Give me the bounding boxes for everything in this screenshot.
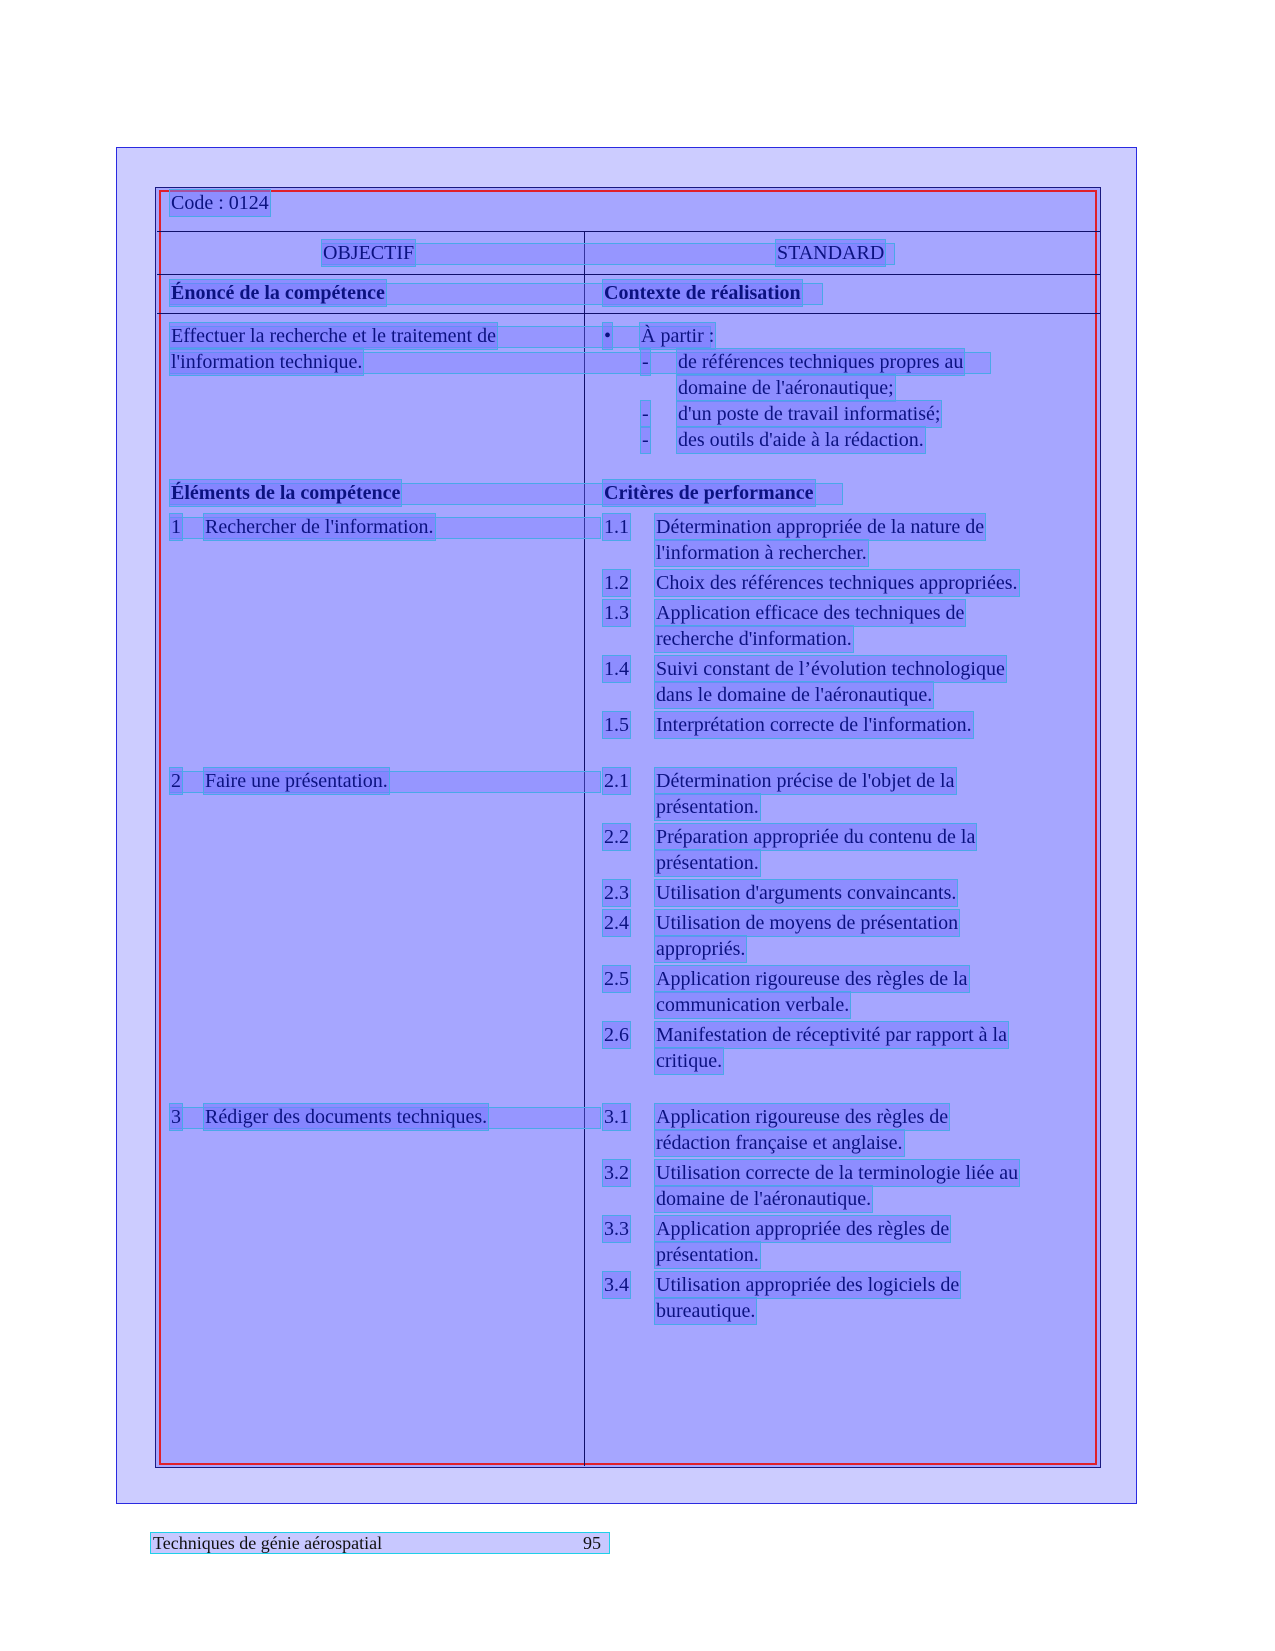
criterion-3-3-line-1: Application appropriée des règles de (656, 1218, 950, 1240)
criterion-2-3-number: 2.3 (604, 882, 629, 904)
criterion-1-1-number: 1.1 (604, 516, 629, 538)
criterion-1-3-number: 1.3 (604, 602, 629, 624)
rule-below-headers (157, 274, 1100, 275)
header-objectif: OBJECTIF (323, 242, 415, 264)
criterion-2-5-line-2: communication verbale. (656, 994, 850, 1016)
criterion-1-4-line-1: Suivi constant de l’évolution technologique (656, 658, 1005, 680)
criterion-3-1-number: 3.1 (604, 1106, 629, 1128)
criterion-3-3-line-2: présentation. (656, 1244, 759, 1266)
criterion-1-3-line-1: Application efficace des techniques de (656, 602, 965, 624)
criterion-2-1-line-2: présentation. (656, 796, 759, 818)
criterion-2-4-line-1: Utilisation de moyens de présentation (656, 912, 959, 934)
criterion-2-1-line-1: Détermination précise de l'objet de la (656, 770, 955, 792)
criterion-3-4-line-1: Utilisation appropriée des logiciels de (656, 1274, 960, 1296)
criterion-1-5-line-1: Interprétation correcte de l'information. (656, 714, 972, 736)
contexte-dash-3: - (642, 429, 649, 451)
criterion-2-2-line-2: présentation. (656, 852, 759, 874)
criterion-1-1-line-1: Détermination appropriée de la nature de (656, 516, 985, 538)
contexte-item-3-line-1: des outils d'aide à la rédaction. (678, 429, 924, 451)
criterion-2-6-line-1: Manifestation de réceptivité par rapport à la (656, 1024, 1007, 1046)
criterion-2-4-line-2: appropriés. (656, 938, 746, 960)
criterion-2-2-line-1: Préparation appropriée du contenu de la (656, 826, 976, 848)
enonce-line-2: l'information technique. (171, 351, 363, 373)
contexte-item-1-line-2: domaine de l'aéronautique; (678, 377, 894, 399)
elements-title: Éléments de la compétence (171, 482, 401, 504)
criterion-2-2-number: 2.2 (604, 826, 629, 848)
contexte-title: Contexte de réalisation (604, 282, 801, 304)
criterion-3-4-number: 3.4 (604, 1274, 629, 1296)
criterion-3-1-line-2: rédaction française et anglaise. (656, 1132, 903, 1154)
enonce-line-1: Effectuer la recherche et le traitement de (171, 325, 496, 347)
criterion-1-4-number: 1.4 (604, 658, 629, 680)
criterion-2-3-line-1: Utilisation d'arguments convaincants. (656, 882, 957, 904)
criterion-1-1-line-2: l'information à rechercher. (656, 542, 867, 564)
criterion-1-3-line-2: recherche d'information. (656, 628, 852, 650)
criterion-2-1-number: 2.1 (604, 770, 629, 792)
element-2-number: 2 (171, 770, 181, 792)
criterion-1-2-number: 1.2 (604, 572, 629, 594)
criterion-2-6-number: 2.6 (604, 1024, 629, 1046)
criterion-3-1-line-1: Application rigoureuse des règles de (656, 1106, 949, 1128)
element-3-number: 3 (171, 1106, 181, 1128)
footer-program: Techniques de génie aérospatial (153, 1533, 383, 1553)
criterion-3-2-line-2: domaine de l'aéronautique. (656, 1188, 872, 1210)
criterion-2-5-line-1: Application rigoureuse des règles de la (656, 968, 968, 990)
rule-below-code (157, 231, 1100, 232)
page-footer (151, 1533, 609, 1553)
criteres-title: Critères de performance (604, 482, 814, 504)
criterion-3-2-number: 3.2 (604, 1162, 629, 1184)
criterion-3-2-line-1: Utilisation correcte de la terminologie liée au (656, 1162, 1019, 1184)
rule-below-titles (157, 313, 1100, 314)
contexte-intro: À partir : (641, 325, 715, 347)
enonce-title: Énoncé de la compétence (171, 282, 385, 304)
footer-page-number: 95 (583, 1533, 601, 1553)
element-2-text: Faire une présentation. (205, 770, 388, 792)
criterion-2-6-line-2: critique. (656, 1050, 723, 1072)
criterion-2-5-number: 2.5 (604, 968, 629, 990)
criterion-3-3-number: 3.3 (604, 1218, 629, 1240)
criterion-1-5-number: 1.5 (604, 714, 629, 736)
element-1-number: 1 (171, 516, 181, 538)
contexte-item-2-line-1: d'un poste de travail informatisé; (678, 403, 941, 425)
competency-code: Code : 0124 (171, 192, 269, 214)
contexte-item-1-line-1: de références techniques propres au (678, 351, 964, 373)
contexte-dash-1: - (642, 351, 649, 373)
header-standard: STANDARD (777, 242, 885, 264)
criterion-1-4-line-2: dans le domaine de l'aéronautique. (656, 684, 933, 706)
contexte-bullet: • (604, 325, 612, 347)
criterion-2-4-number: 2.4 (604, 912, 629, 934)
criterion-1-2-line-1: Choix des références techniques appropriées. (656, 572, 1018, 594)
criterion-3-4-line-2: bureautique. (656, 1300, 756, 1322)
contexte-dash-2: - (642, 403, 649, 425)
element-1-text: Rechercher de l'information. (205, 516, 434, 538)
column-divider (584, 232, 585, 1466)
element-3-text: Rédiger des documents techniques. (205, 1106, 488, 1128)
